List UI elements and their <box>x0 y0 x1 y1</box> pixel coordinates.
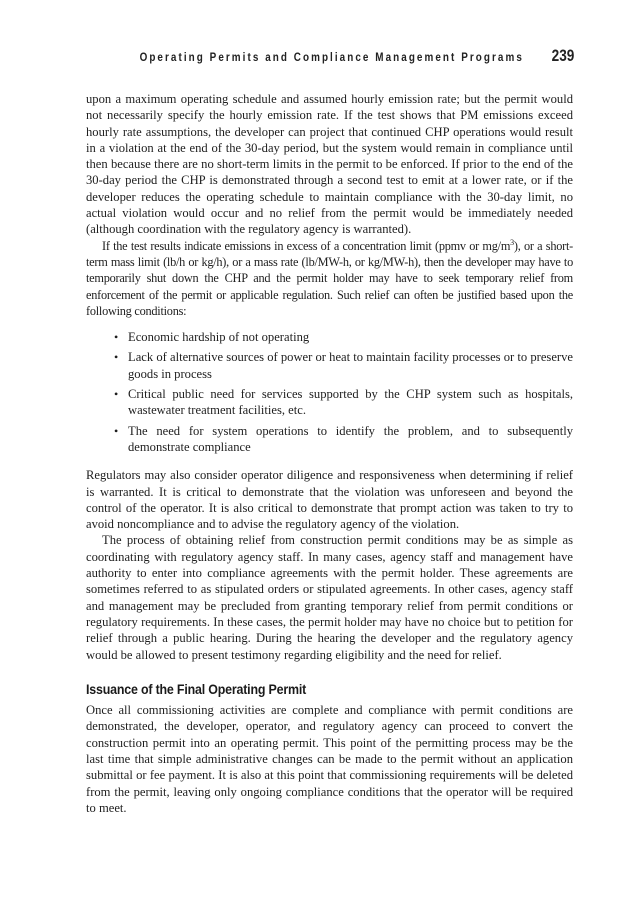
list-item <box>114 423 573 456</box>
list-item <box>114 349 573 382</box>
page-number: 239 <box>551 46 574 65</box>
page-body <box>86 91 573 816</box>
paragraph-test-results-part2: ), or a short-term mass limit (lb/h or kg/h), or a mass rate (lb/MW-h, or kg/MW-h), then the developer may have to temporarily shut down the CHP and the permit holder may have to seek temporary relief from enforcement of the permit or applicable regulation. Such relief can often be justified based upon the following conditions: <box>86 238 573 318</box>
paragraph-test-results <box>86 238 573 319</box>
superscript-3: 3 <box>510 237 514 247</box>
bullet-icon: • <box>114 423 119 438</box>
bullet-icon: • <box>114 350 119 365</box>
bullet-icon: • <box>114 330 119 345</box>
list-item-text: Critical public need for services supported by the CHP system such as hospitals, wastewater treatment facilities, etc. <box>128 387 573 418</box>
bullet-icon: • <box>114 387 119 402</box>
list-item-text: Economic hardship of not operating <box>128 330 310 345</box>
paragraph-test-results-part1: If the test results indicate emissions in excess of a concentration limit (ppmv or mg/m <box>102 238 511 253</box>
running-title: Operating Permits and Compliance Management Programs <box>139 52 524 64</box>
paragraph-final-permit: Once all commissioning activities are complete and compliance with permit conditions are demonstrated, the developer, operator, and regulatory agency can proceed to convert the construction permit into an operating permit. This point of the permitting process may be the last time that simple administrative changes can be made to the permit without an application submittal or fee payment. It is also at this point that commissioning requirements will be deleted from the permit, leaving only ongoing compliance conditions that the operator will be required to meet. <box>86 703 573 815</box>
paragraph-continued: upon a maximum operating schedule and assumed hourly emission rate; but the permit would not necessarily specify the hourly emission rate. If the test shows that PM emissions exceed hourly rate assumptions, the developer can project that continued CHP operations would result in a violation at the end of the 30-day period, but the system would remain in compliance until then because there are no short-term limits in the permit to be enforced. If prior to the end of the 30-day period the CHP is demonstrated through a second test to emit at a lower rate, or if the developer reduces the operating schedule to maintain compliance with the 30-day limit, no actual violation would occur and no relief from the permit would be immediately needed (although coordination with the regulatory agency is warranted). <box>86 92 573 237</box>
list-item <box>114 386 573 419</box>
paragraph-operator-diligence: Regulators may also consider operator diligence and responsiveness when determining if relief is warranted. It is critical to demonstrate that the violation was unforeseen and beyond the control of the operator. It is also critical to demonstrate that prompt action was taken to try to avoid noncompliance and to advise the regulatory agency of the violation. <box>86 468 573 532</box>
relief-conditions-list <box>86 329 573 455</box>
list-item-text: Lack of alternative sources of power or heat to maintain facility processes or to preserve goods in process <box>128 350 573 381</box>
paragraph-relief-process: The process of obtaining relief from construction permit conditions may be as simple as coordinating with regulatory agency staff. In many cases, agency staff and management have authority to enter into compliance agreements with the permit holder. These agreements are sometimes referred to as stipulated orders or stipulated agreements. In other cases, agency staff and management may be precluded from granting temporary relief from permit conditions or regulatory requirements. In these cases, the permit holder may have no choice but to petition for relief through a public hearing. During the hearing the developer and the regulatory agency would be allowed to present testimony regarding eligibility and the need for relief. <box>86 533 573 662</box>
section-heading: Issuance of the Final Operating Permit <box>86 681 307 697</box>
running-header <box>86 46 574 70</box>
list-item-text: The need for system operations to identify the problem, and to subsequently demonstrate compliance <box>128 423 573 454</box>
list-item <box>114 329 573 345</box>
